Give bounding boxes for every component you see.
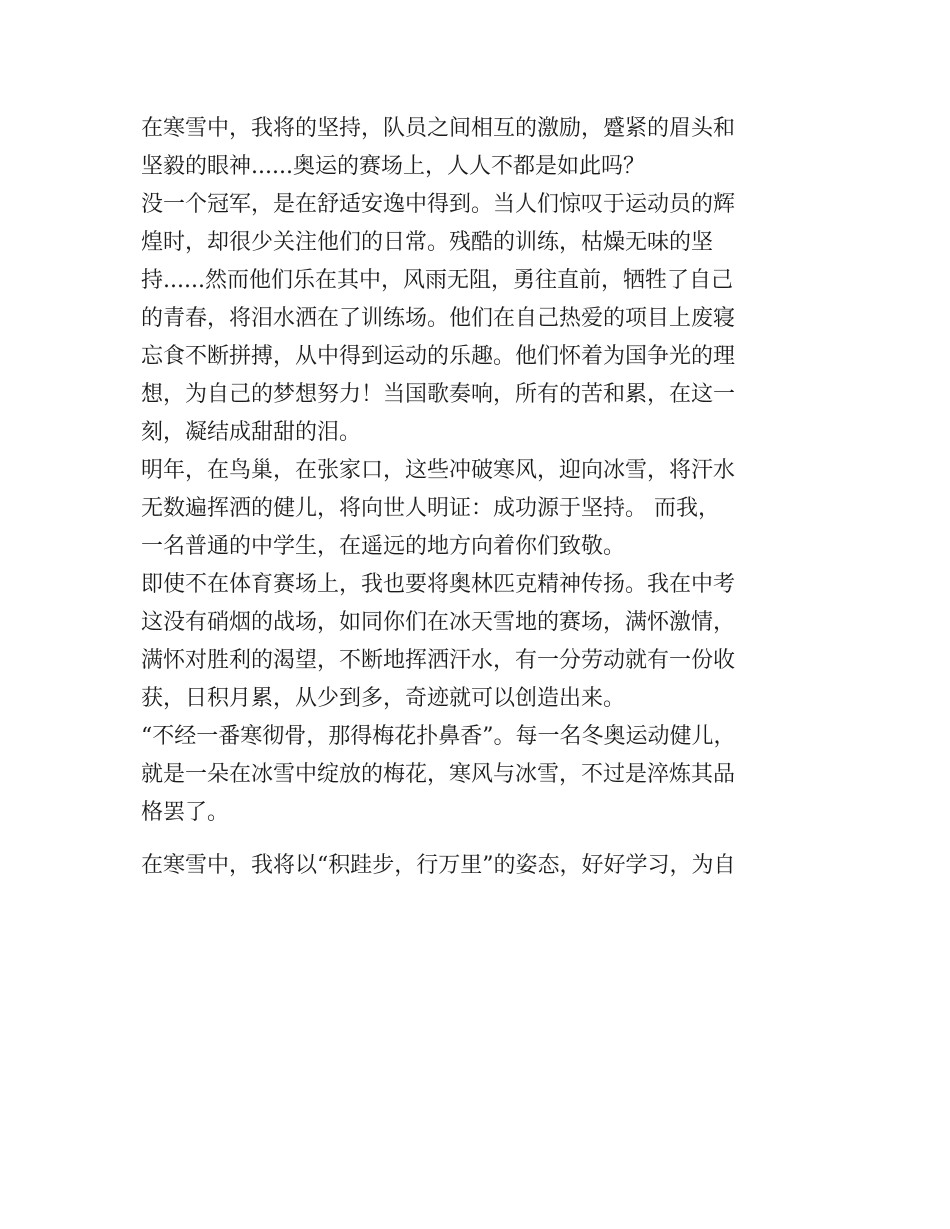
paragraph-1 [141,110,821,186]
text-line: 持......然而他们乐在其中，风雨无阻，勇往直前，牺牲了自己 [141,268,733,293]
paragraph-2 [141,186,821,452]
text-line: 就是一朵在冰雪中绽放的梅花，寒风与冰雪，不过是淬炼其品 [141,762,736,787]
text-line: 坚毅的眼神......奥运的赛场上，人人不都是如此吗？ [141,154,645,179]
text-line: “不经一番寒彻骨，那得梅花扑鼻香”。每一名冬奥运动健儿， [141,724,736,749]
text-line: 想，为自己的梦想努力！当国歌奏响，所有的苦和累，在这一 [141,382,736,407]
text-line: 煌时，却很少关注他们的日常。残酷的训练，枯燥无味的坚 [141,230,714,255]
text-line: 的青春，将泪水洒在了训练场。他们在自己热爱的项目上废寝 [141,306,736,331]
text-line: 刻，凝结成甜甜的泪。 [141,420,362,445]
paragraph-6 [141,847,821,885]
text-line: 一名普通的中学生，在遥远的地方向着你们致敬。 [141,534,626,559]
paragraph-3 [141,452,821,566]
text-line: 无数遍挥洒的健儿，将向世人明证：成功源于坚持。 而我， [141,496,720,521]
paragraph-5 [141,718,821,832]
text-line: 即使不在体育赛场上，我也要将奥林匹克精神传扬。我在中考 [141,572,736,597]
text-line: 这没有硝烟的战场，如同你们在冰天雪地的赛场，满怀激情， [141,610,736,635]
text-line: 在寒雪中，我将以“积跬步，行万里”的姿态，好好学习，为自 [141,853,736,878]
text-line: 格罢了。 [141,800,230,825]
text-line: 获，日积月累，从少到多，奇迹就可以创造出来。 [141,686,626,711]
text-line: 忘食不断拼搏，从中得到运动的乐趣。他们怀着为国争光的理 [141,344,736,369]
text-line: 没一个冠军，是在舒适安逸中得到。当人们惊叹于运动员的辉 [141,192,736,217]
text-line: 在寒雪中，我将的坚持，队员之间相互的激励，蹙紧的眉头和 [141,116,736,141]
text-line: 满怀对胜利的渴望，不断地挥洒汗水，有一分劳动就有一份收 [141,648,736,673]
text-line: 明年，在鸟巢，在张家口，这些冲破寒风，迎向冰雪，将汗水 [141,458,736,483]
paragraph-spacer [141,832,821,847]
paragraph-4 [141,566,821,718]
document-body [141,110,821,885]
